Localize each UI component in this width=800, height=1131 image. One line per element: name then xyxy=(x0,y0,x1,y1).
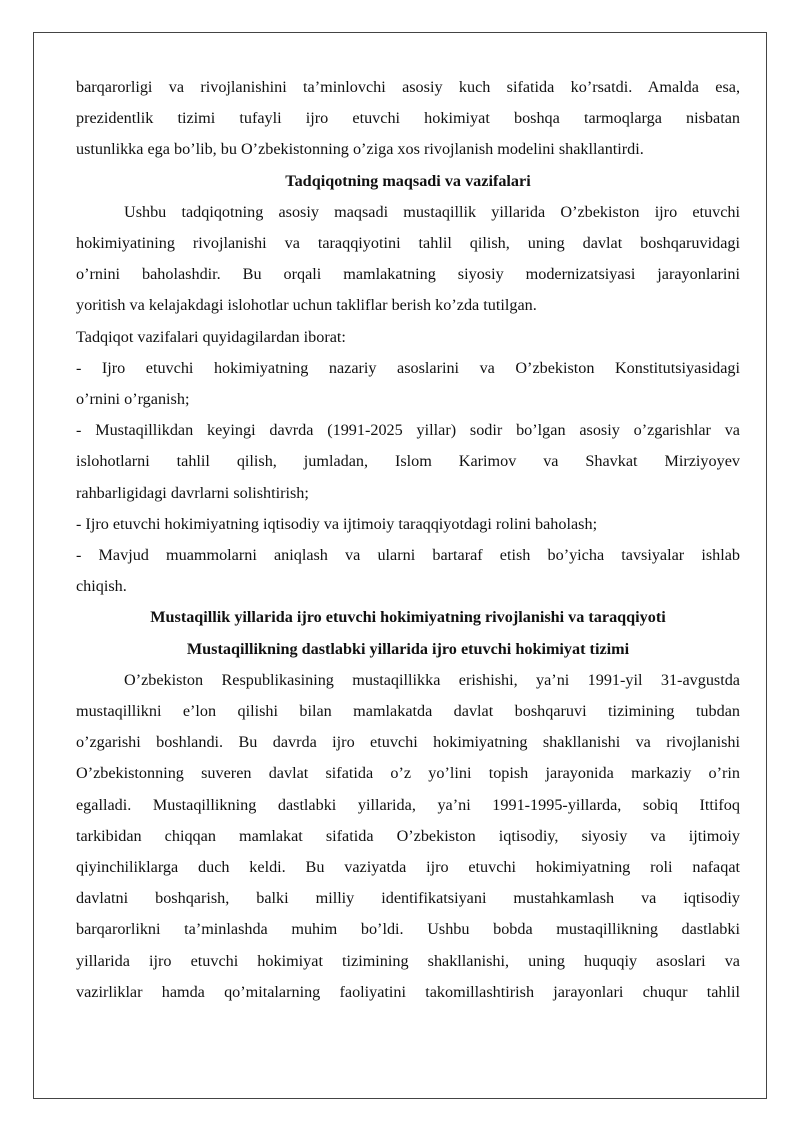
text-line: - Mustaqillikdan keyingi davrda (1991-2025 yillar) sodir bo’lgan asosiy o’zgarishlar va xyxy=(76,421,740,440)
text-line: egalladi. Mustaqillikning dastlabki yillarida, ya’ni 1991-1995-yillarda, sobiq Ittifoq xyxy=(76,795,740,814)
text-line: o’zgarishi boshlandi. Bu davrda ijro etuvchi hokimiyatning shakllanishi va rivojlanishi xyxy=(76,733,740,752)
list-item-task xyxy=(76,540,740,602)
text-line: Tadqiqot vazifalari quyidagilardan iborat: xyxy=(76,327,346,346)
paragraph-continuation xyxy=(76,72,740,166)
paragraph-tasks-intro xyxy=(76,322,740,353)
text-line: rahbarligidagi davrlarni solishtirish; xyxy=(76,483,309,502)
subsection-heading: Mustaqillikning dastlabki yillarida ijro etuvchi hokimiyat tizimi xyxy=(186,639,630,658)
text-line: Ushbu tadqiqotning asosiy maqsadi mustaqillik yillarida O’zbekiston ijro etuvchi xyxy=(124,202,740,221)
text-line: barqarorlikni ta’minlashda muhim bo’ldi. Ushbu bobda mustaqillikning dastlabki xyxy=(76,920,740,939)
text-line: islohotlarni tahlil qilish, jumladan, Islom Karimov va Shavkat Mirziyoyev xyxy=(76,452,740,471)
text-line: yoritish va kelajakdagi islohotlar uchun takliflar berish ko’zda tutilgan. xyxy=(76,296,537,315)
text-line: - Ijro etuvchi hokimiyatning nazariy asoslarini va O’zbekiston Konstitutsiyasidagi xyxy=(76,358,740,377)
text-line: davlatni boshqarish, balki milliy identifikatsiyani mustahkamlash va iqtisodiy xyxy=(76,889,740,908)
paragraph-goal xyxy=(76,197,740,322)
text-line: barqarorligi va rivojlanishini ta’minlovchi asosiy kuch sifatida ko’rsatdi. Amalda esa, xyxy=(76,78,740,96)
text-line: O’zbekistonning suveren davlat sifatida o’z yo’lini topish jarayonida markaziy o’rin xyxy=(76,764,740,783)
list-item-task xyxy=(76,415,740,509)
text-line: O’zbekiston Respublikasining mustaqillikka erishishi, ya’ni 1991-yil 31-avgustda xyxy=(124,670,740,689)
text-line: hokimiyatining rivojlanishi va taraqqiyotini tahlil qilish, uning davlat boshqaruvidagi xyxy=(76,234,740,253)
section-heading-goals: Tadqiqotning maqsadi va vazifalari xyxy=(285,171,531,190)
list-item-task xyxy=(76,353,740,415)
text-line: chiqish. xyxy=(76,577,127,596)
text-line: prezidentlik tizimi tufayli ijro etuvchi hokimiyat boshqa tarmoqlarga nisbatan xyxy=(76,109,740,128)
text-line: yillarida ijro etuvchi hokimiyat tizimining shakllanishi, uning huquqiy asoslari va xyxy=(76,951,740,970)
text-line: tarkibidan chiqqan mamlakat sifatida O’zbekiston iqtisodiy, siyosiy va ijtimoiy xyxy=(76,826,740,845)
text-line: qiyinchiliklarga duch keldi. Bu vaziyatda ijro etuvchi hokimiyatning roli nafaqat xyxy=(76,858,740,877)
text-line: ustunlikka ega bo’lib, bu O’zbekistonning o’ziga xos rivojlanish modelini shakllantirdi. xyxy=(76,140,644,159)
text-line: vazirliklar hamda qo’mitalarning faoliyatini takomillashtirish jarayonlari chuqur tahlil xyxy=(76,982,740,1001)
text-line: o’rnini o’rganish; xyxy=(76,390,190,409)
text-line: o’rnini baholashdir. Bu orqali mamlakatning siyosiy modernizatsiyasi jarayonlarini xyxy=(76,265,740,284)
paragraph-early-years xyxy=(76,665,740,1008)
text-line: - Mavjud muammolarni aniqlash va ularni bartaraf etish bo’yicha tavsiyalar ishlab xyxy=(76,546,740,565)
chapter-heading: Mustaqillik yillarida ijro etuvchi hokimiyatning rivojlanishi va taraqqiyoti xyxy=(150,608,666,627)
list-item-task xyxy=(76,509,740,540)
text-line: - Ijro etuvchi hokimiyatning iqtisodiy va ijtimoiy taraqqiyotdagi rolini baholash; xyxy=(76,514,598,533)
text-line: mustaqillikni e’lon qilishi bilan mamlakatda davlat boshqaruvi tizimining tubdan xyxy=(76,702,740,721)
document-body xyxy=(76,72,740,1008)
